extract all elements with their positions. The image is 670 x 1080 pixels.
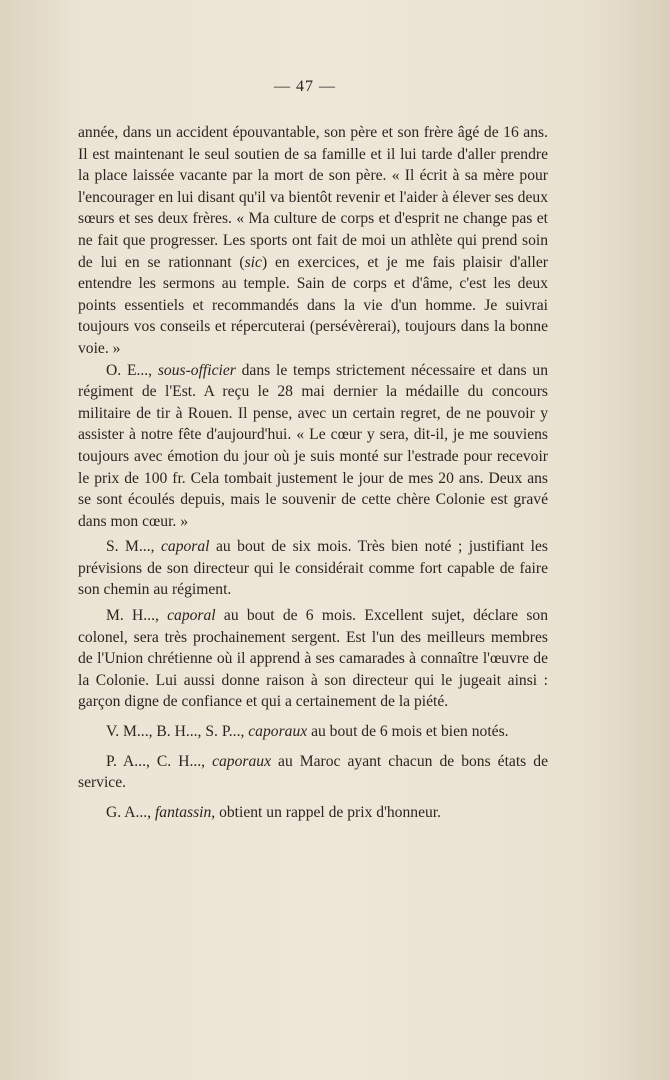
paragraph-text: ) en exercices, et je me fais plaisir d'aller entendre les sermons au temple. Sain de corps et d'âme, c'est les deux points essentiels et recommandés dans la vie d'un homme. Je suivrai toujours vos conseils et répercuterai (persévèrerai), toujours dans la bonne voie. »	[78, 253, 548, 357]
paragraph-7	[78, 802, 548, 824]
paragraph-text: O. E...,	[106, 361, 158, 379]
paragraph-italic-text: sic	[244, 253, 262, 271]
paragraph-italic-text: caporaux	[212, 752, 271, 770]
paragraph-italic-text: caporaux	[248, 723, 308, 741]
paragraph-text: au bout de 6 mois et bien notés.	[307, 723, 509, 741]
paragraph-text: V. M..., B. H..., S. P...,	[106, 723, 249, 741]
paragraph-2	[78, 360, 548, 533]
paragraph-text: année, dans un accident épouvantable, son père et son frère âgé de 16 ans. Il est maintenant le seul soutien de sa famille et il lui tarde d'aller prendre la place laissée vacante par la mort de son père. « Il écrit à sa mère pour l'encourager en lui disant qu'il va bientôt revenir et l'aider à élever ses deux sœurs et ses deux frères. « Ma culture de corps et d'esprit ne change pas et ne fait que progresser. Les sports ont fait de moi un athlète qui prend soin de lui en se rationnant (	[78, 124, 548, 271]
paragraph-6	[78, 751, 548, 794]
paragraph-3	[78, 536, 548, 601]
paragraph-italic-text: caporal	[160, 538, 210, 556]
paragraph-5	[78, 721, 548, 743]
paragraph-text: G. A...,	[106, 803, 155, 821]
paragraph-text: S. M...,	[106, 538, 161, 556]
paragraph-text: au bout de 6 mois. Excellent sujet, déclare son colonel, sera très prochainement sergent. Est l'un des meilleurs membres de l'Union chrétienne où il apprend à ses camarades à connaître l'œuvre de la Colonie. Lui aussi donne raison à son directeur qui le jugeait ainsi : garçon digne de confiance et qui a certainement de la piété.	[78, 607, 548, 711]
paragraph-text: au Maroc ayant chacun de bons états de service.	[78, 752, 548, 792]
paragraph-text: au bout de six mois. Très bien noté ; justifiant les prévisions de son directeur qui le considérait comme fort capable de faire son chemin au régiment.	[78, 538, 548, 599]
body-text	[78, 122, 548, 823]
paragraph-text: dans le temps strictement nécessaire et dans un régiment de l'Est. A reçu le 28 mai dernier la médaille du concours militaire de tir à Rouen. Il pense, avec un certain regret, de ne pouvoir y assister à notre fête d'aujourd'hui. « Le cœur y sera, dit-il, je me souviens toujours avec émotion du jour où je suis monté sur l'estrade pour recevoir le prix de 100 fr. Cela tombait justement le jour de mes 20 ans. Deux ans se sont écoulés depuis, mais le souvenir de cette chère Colonie est gravé dans mon cœur. »	[78, 361, 548, 530]
paragraph-4	[78, 605, 548, 713]
paragraph-italic-text: sous-officier	[157, 361, 236, 379]
paragraph-1	[78, 122, 548, 360]
paragraph-text: P. A..., C. H...,	[106, 752, 213, 770]
paragraph-text: , obtient un rappel de prix d'honneur.	[211, 803, 442, 821]
paragraph-italic-text: fantassin	[154, 803, 212, 821]
paragraph-italic-text: caporal	[167, 607, 216, 625]
paragraph-text: M. H...,	[106, 607, 168, 625]
page-number: — 47 —	[274, 78, 336, 95]
